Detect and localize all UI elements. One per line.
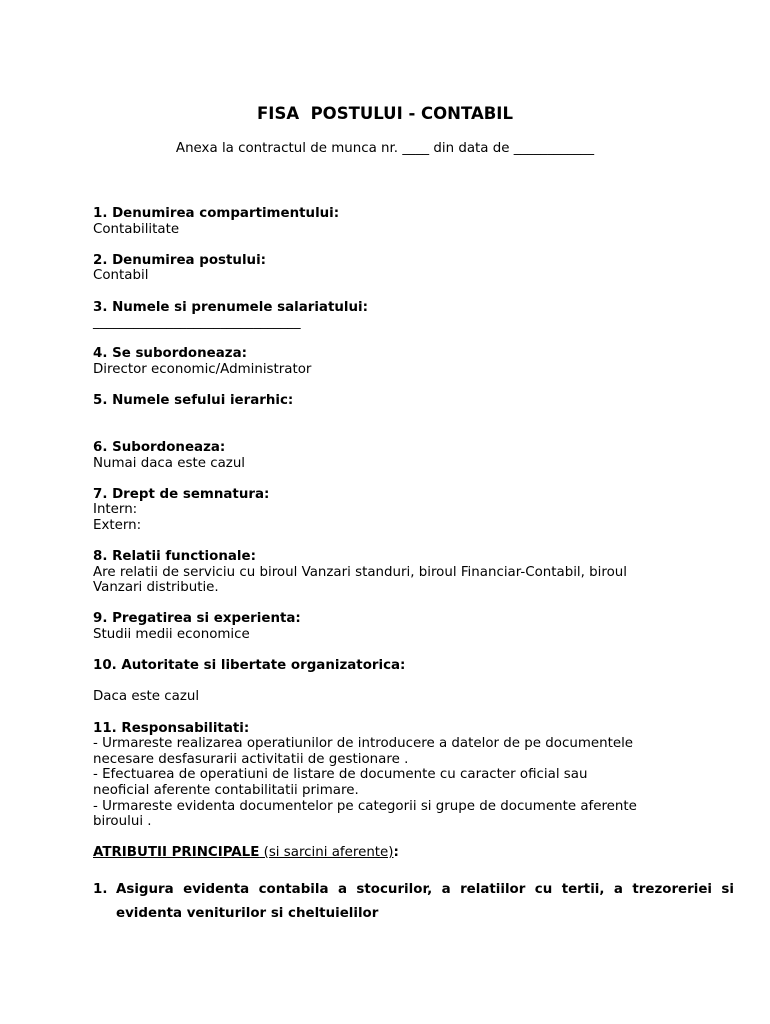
section-heading: 10. Autoritate si libertate organizatorica: [93, 658, 406, 674]
section-heading: 6. Subordoneaza: [93, 439, 226, 455]
section-pregatire [93, 611, 733, 642]
section-heading: 4. Se subordoneaza: [93, 346, 247, 362]
section-responsabilitati [93, 721, 733, 830]
section-value: Studii medii economice [93, 627, 250, 643]
responsibility-line: biroului . [93, 814, 152, 830]
empty-line [93, 674, 733, 690]
list-text: Asigura evidenta contabila a stocurilor, a relatiilor cu tertii, a trezoreriei si evidenta veniturilor si cheltuielilor [116, 882, 734, 921]
responsibility-line: - Efectuarea de operatiuni de listare de documente cu caracter oficial sau [93, 767, 588, 783]
section-heading: 1. Denumirea compartimentului: [93, 206, 340, 221]
section-heading: 2. Denumirea postului: [93, 252, 267, 268]
section-heading: 11. Responsabilitati: [93, 720, 250, 736]
section-value: Are relatii de serviciu cu biroul Vanzari standuri, biroul Financiar-Contabil, biroul [93, 564, 627, 580]
section-heading: 7. Drept de semnatura: [93, 486, 270, 502]
section-value: Director economic/Administrator [93, 361, 312, 377]
section-heading: 8. Relatii functionale: [93, 549, 256, 565]
atributii-list-item [93, 878, 734, 926]
responsibility-line: neoficial aferente contabilitatii primare. [93, 782, 359, 798]
section-compartiment [93, 206, 733, 237]
section-heading: 5. Numele sefului ierarhic: [93, 393, 294, 409]
section-value: Daca este cazul [93, 689, 200, 705]
section-relatii [93, 549, 733, 596]
atributii-colon: : [393, 845, 399, 860]
section-subordonare [93, 346, 733, 377]
section-value: Extern: [93, 517, 142, 533]
responsibility-line: - Urmareste realizarea operatiunilor de introducere a datelor de pe documentele [93, 736, 634, 752]
section-value: Intern: [93, 502, 138, 518]
section-heading: 3. Numele si prenumele salariatului: [93, 299, 368, 315]
document-subtitle: Anexa la contractul de munca nr. ____ din data de ____________ [175, 141, 595, 156]
section-heading: 9. Pregatirea si experienta: [93, 611, 301, 627]
section-drept-semnatura [93, 487, 733, 534]
document-title: FISA POSTULUI - CONTABIL [257, 104, 513, 123]
section-post [93, 253, 733, 284]
section-value: Vanzari distributie. [93, 580, 219, 596]
section-value: Contabil [93, 268, 149, 284]
empty-line [93, 409, 733, 425]
atributii-title: ATRIBUTII PRINCIPALE [93, 845, 260, 860]
atributii-note: (si sarcini aferente) [259, 845, 394, 860]
section-value: _______________________________ [93, 315, 301, 331]
responsibility-line: - Urmareste evidenta documentelor pe categorii si grupe de documente aferente [93, 798, 637, 814]
atributii-heading [93, 845, 733, 861]
section-sef-ierarhic [93, 393, 733, 424]
section-subordoneaza [93, 440, 733, 471]
responsibility-line: necesare desfasurarii activitatii de gestionare . [93, 751, 409, 767]
section-salariat [93, 300, 733, 331]
document-body [93, 206, 733, 830]
section-value: Numai daca este cazul [93, 455, 246, 471]
section-value: Contabilitate [93, 221, 180, 237]
section-autoritate [93, 658, 733, 705]
list-number: 1. [93, 882, 108, 897]
